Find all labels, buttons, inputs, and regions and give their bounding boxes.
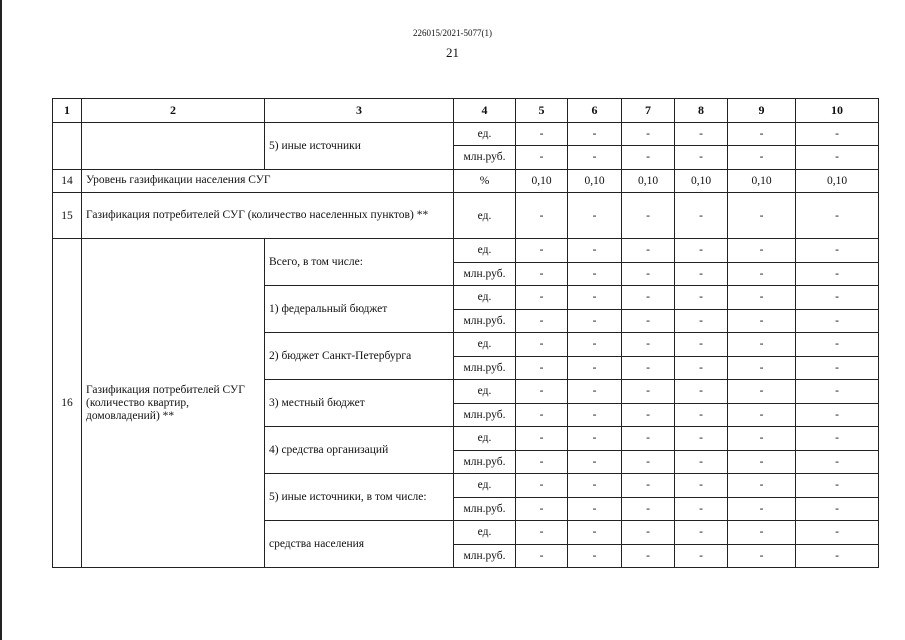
value-cell: - <box>622 521 675 545</box>
header-cell: 5 <box>516 99 568 123</box>
row-number-cell: 15 <box>53 193 82 239</box>
value-cell: - <box>568 474 622 498</box>
value-cell: - <box>728 403 796 427</box>
value-cell: - <box>622 193 675 239</box>
value-cell: 0,10 <box>568 169 622 193</box>
value-cell: - <box>675 427 728 451</box>
value-cell: - <box>675 544 728 568</box>
unit-cell: млн.руб. <box>454 146 516 170</box>
document-id: 226015/2021-5077(1) <box>413 28 492 38</box>
value-cell: - <box>568 521 622 545</box>
value-cell: - <box>728 309 796 333</box>
value-cell: - <box>568 356 622 380</box>
value-cell: - <box>796 122 879 146</box>
value-cell: - <box>796 286 879 310</box>
value-cell: - <box>622 403 675 427</box>
value-cell: - <box>796 380 879 404</box>
value-cell: - <box>796 521 879 545</box>
value-cell: - <box>622 356 675 380</box>
value-cell: - <box>728 262 796 286</box>
unit-cell: млн.руб. <box>454 450 516 474</box>
value-cell: - <box>796 427 879 451</box>
value-cell: - <box>728 474 796 498</box>
header-cell: 7 <box>622 99 675 123</box>
value-cell: - <box>796 497 879 521</box>
value-cell: - <box>675 239 728 263</box>
value-cell: - <box>675 146 728 170</box>
value-cell: - <box>675 380 728 404</box>
funding-source-cell: 5) иные источники, в том числе: <box>265 474 454 521</box>
unit-cell: млн.руб. <box>454 403 516 427</box>
value-cell: - <box>622 380 675 404</box>
value-cell: - <box>728 427 796 451</box>
value-cell: - <box>675 286 728 310</box>
value-cell: - <box>568 239 622 263</box>
value-cell: - <box>516 450 568 474</box>
value-cell: 0,10 <box>516 169 568 193</box>
value-cell: - <box>622 427 675 451</box>
header-cell: 9 <box>728 99 796 123</box>
table-row <box>53 193 879 239</box>
value-cell: - <box>796 309 879 333</box>
value-cell: - <box>728 450 796 474</box>
value-cell: 0,10 <box>728 169 796 193</box>
row-number-cell: 14 <box>53 169 82 193</box>
header-cell: 1 <box>53 99 82 123</box>
header-row <box>53 99 879 123</box>
value-cell: - <box>796 450 879 474</box>
value-cell: - <box>516 146 568 170</box>
unit-cell: млн.руб. <box>454 497 516 521</box>
value-cell: - <box>516 309 568 333</box>
value-cell: - <box>516 380 568 404</box>
funding-source-cell: 2) бюджет Санкт-Петербурга <box>265 333 454 380</box>
unit-cell: ед. <box>454 122 516 146</box>
funding-source-cell: средства населения <box>265 521 454 568</box>
page-number: 21 <box>446 45 459 60</box>
unit-cell: млн.руб. <box>454 262 516 286</box>
value-cell: - <box>568 286 622 310</box>
header-cell: 3 <box>265 99 454 123</box>
value-cell: - <box>675 356 728 380</box>
value-cell: - <box>675 333 728 357</box>
value-cell: - <box>622 286 675 310</box>
value-cell: - <box>675 403 728 427</box>
scan-edge-mark <box>0 0 4 640</box>
value-cell: 0,10 <box>796 169 879 193</box>
indicator-name-cell: Газификация потребителей СУГ (количество населенных пунктов) ** <box>82 193 454 239</box>
value-cell: - <box>516 403 568 427</box>
unit-cell: ед. <box>454 333 516 357</box>
unit-cell: млн.руб. <box>454 544 516 568</box>
unit-cell: ед. <box>454 193 516 239</box>
row-number-cell <box>53 122 82 169</box>
value-cell: - <box>516 333 568 357</box>
value-cell: - <box>675 122 728 146</box>
value-cell: - <box>568 262 622 286</box>
value-cell: - <box>622 239 675 263</box>
value-cell: - <box>622 262 675 286</box>
value-cell: - <box>568 193 622 239</box>
unit-cell: ед. <box>454 474 516 498</box>
value-cell: - <box>516 544 568 568</box>
funding-source-cell: 4) средства организаций <box>265 427 454 474</box>
value-cell: - <box>796 474 879 498</box>
value-cell: - <box>516 427 568 451</box>
value-cell: - <box>568 380 622 404</box>
header-cell: 6 <box>568 99 622 123</box>
value-cell: - <box>675 450 728 474</box>
header-cell: 8 <box>675 99 728 123</box>
table-row <box>53 239 879 263</box>
funding-source-cell: Всего, в том числе: <box>265 239 454 286</box>
value-cell: 0,10 <box>622 169 675 193</box>
value-cell: - <box>728 239 796 263</box>
value-cell: - <box>516 122 568 146</box>
value-cell: - <box>675 474 728 498</box>
unit-cell: ед. <box>454 286 516 310</box>
value-cell: - <box>622 544 675 568</box>
value-cell: - <box>728 286 796 310</box>
indicator-name-cell: Газификация потребителей СУГ (количество квартир, домовладений) ** <box>82 239 265 568</box>
value-cell: - <box>568 427 622 451</box>
value-cell: - <box>796 403 879 427</box>
indicator-name-cell: Уровень газификации населения СУГ <box>82 169 454 193</box>
value-cell: - <box>796 544 879 568</box>
indicator-name-cell <box>82 122 265 169</box>
value-cell: - <box>675 262 728 286</box>
value-cell: - <box>622 122 675 146</box>
value-cell: - <box>675 497 728 521</box>
value-cell: - <box>728 356 796 380</box>
value-cell: - <box>516 356 568 380</box>
value-cell: - <box>568 544 622 568</box>
value-cell: - <box>675 193 728 239</box>
value-cell: - <box>796 333 879 357</box>
value-cell: - <box>516 239 568 263</box>
value-cell: - <box>796 356 879 380</box>
value-cell: - <box>728 193 796 239</box>
data-table <box>52 98 879 568</box>
value-cell: - <box>516 521 568 545</box>
row-number-cell: 16 <box>53 239 82 568</box>
value-cell: - <box>622 450 675 474</box>
value-cell: - <box>568 309 622 333</box>
value-cell: - <box>516 193 568 239</box>
value-cell: 0,10 <box>675 169 728 193</box>
header-cell: 2 <box>82 99 265 123</box>
value-cell: - <box>516 497 568 521</box>
value-cell: - <box>516 474 568 498</box>
value-cell: - <box>516 262 568 286</box>
value-cell: - <box>728 544 796 568</box>
table-row <box>53 169 879 193</box>
value-cell: - <box>568 122 622 146</box>
value-cell: - <box>516 286 568 310</box>
value-cell: - <box>675 309 728 333</box>
value-cell: - <box>728 497 796 521</box>
value-cell: - <box>728 333 796 357</box>
funding-source-cell: 3) местный бюджет <box>265 380 454 427</box>
unit-cell: % <box>454 169 516 193</box>
header-cell: 4 <box>454 99 516 123</box>
value-cell: - <box>568 403 622 427</box>
funding-source-cell: 5) иные источники <box>265 122 454 169</box>
value-cell: - <box>796 262 879 286</box>
header-cell: 10 <box>796 99 879 123</box>
value-cell: - <box>796 239 879 263</box>
value-cell: - <box>675 521 728 545</box>
value-cell: - <box>568 146 622 170</box>
value-cell: - <box>728 122 796 146</box>
value-cell: - <box>622 309 675 333</box>
unit-cell: ед. <box>454 427 516 451</box>
unit-cell: ед. <box>454 521 516 545</box>
unit-cell: ед. <box>454 380 516 404</box>
value-cell: - <box>568 450 622 474</box>
value-cell: - <box>622 146 675 170</box>
value-cell: - <box>796 193 879 239</box>
value-cell: - <box>622 497 675 521</box>
value-cell: - <box>622 333 675 357</box>
funding-source-cell: 1) федеральный бюджет <box>265 286 454 333</box>
table-row <box>53 122 879 146</box>
value-cell: - <box>622 474 675 498</box>
value-cell: - <box>796 146 879 170</box>
value-cell: - <box>568 497 622 521</box>
unit-cell: млн.руб. <box>454 309 516 333</box>
value-cell: - <box>728 521 796 545</box>
value-cell: - <box>728 146 796 170</box>
value-cell: - <box>568 333 622 357</box>
unit-cell: ед. <box>454 239 516 263</box>
unit-cell: млн.руб. <box>454 356 516 380</box>
value-cell: - <box>728 380 796 404</box>
